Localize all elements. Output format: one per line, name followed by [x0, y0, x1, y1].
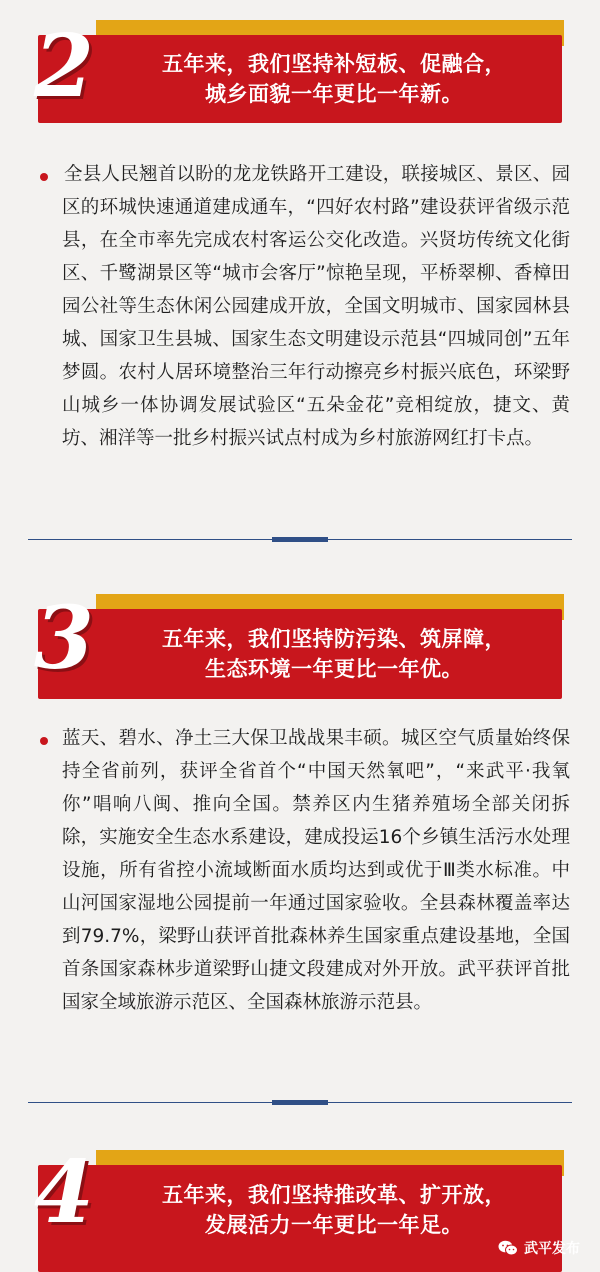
section-title-line1: 五年来，我们坚持推改革、扩开放， [162, 1182, 506, 1207]
section-number: 2 [34, 16, 94, 117]
divider-tick [272, 537, 328, 542]
section-2-paragraph: 全县人民翘首以盼的龙龙铁路开工建设，联接城区、景区、园区的环城快速通道建成通车，“四好农村路”建设获评省级示范县，在全市率先完成农村客运公交化改造。兴贤坊传统文化街区、千鹭湖景区等“城市会客厅”惊艳呈现，平桥翠柳、香樟田园公社等生态休闲公园建成开放，全国文明城市、国家园林县城、国家卫生县城、国家生态文明建设示范县“四城同创”五年梦圆。农村人居环境整治三年行动擦亮乡村振兴底色，环梁野山城乡一体协调发展试验区“五朵金花”竞相绽放，捷文、黄坊、湘洋等一批乡村振兴试点村成为乡村旅游网红打卡点。 [62, 164, 570, 449]
section-title-line2: 发展活力一年更比一年足。 [205, 1212, 463, 1237]
watermark-text: 武平发布 [524, 1241, 580, 1257]
section-title [126, 35, 542, 123]
section-title-line1: 五年来，我们坚持防污染、筑屏障， [162, 627, 506, 651]
divider-tick [272, 1100, 328, 1105]
section-number: 4 [34, 1142, 94, 1243]
bullet-dot-icon [40, 737, 48, 745]
header-red-band [38, 35, 562, 123]
section-divider [28, 534, 572, 546]
section-title [126, 1165, 542, 1254]
wechat-icon [498, 1240, 518, 1256]
section-title-line2: 生态环境一年更比一年优。 [205, 657, 463, 681]
section-title-line2: 城乡面貌一年更比一年新。 [205, 82, 463, 106]
section-title [126, 609, 542, 699]
header-red-band [38, 1165, 562, 1272]
section-number: 3 [34, 588, 94, 689]
section-title-line1: 五年来，我们坚持补短板、促融合， [162, 52, 506, 76]
section-divider [28, 1097, 572, 1109]
header-red-band [38, 609, 562, 699]
watermark [498, 1238, 580, 1258]
section-3-paragraph: 蓝天、碧水、净土三大保卫战战果丰硕。城区空气质量始终保持全省前列，获评全省首个“中国天然氧吧”，“来武平·我氧你”唱响八闽、推向全国。禁养区内生猪养殖场全部关闭拆除，实施安全生态水系建设，建成投运16个乡镇生活污水处理设施，所有省控小流域断面水质均达到或优于Ⅲ类水标准。中山河国家湿地公园提前一年通过国家验收。全县森林覆盖率达到79.7%，梁野山获评首批森林养生国家重点建设基地，全国首条国家森林步道梁野山捷文段建成对外开放。武平获评首批国家全域旅游示范区、全国森林旅游示范县。 [62, 728, 570, 1013]
bullet-dot-icon [40, 173, 48, 181]
